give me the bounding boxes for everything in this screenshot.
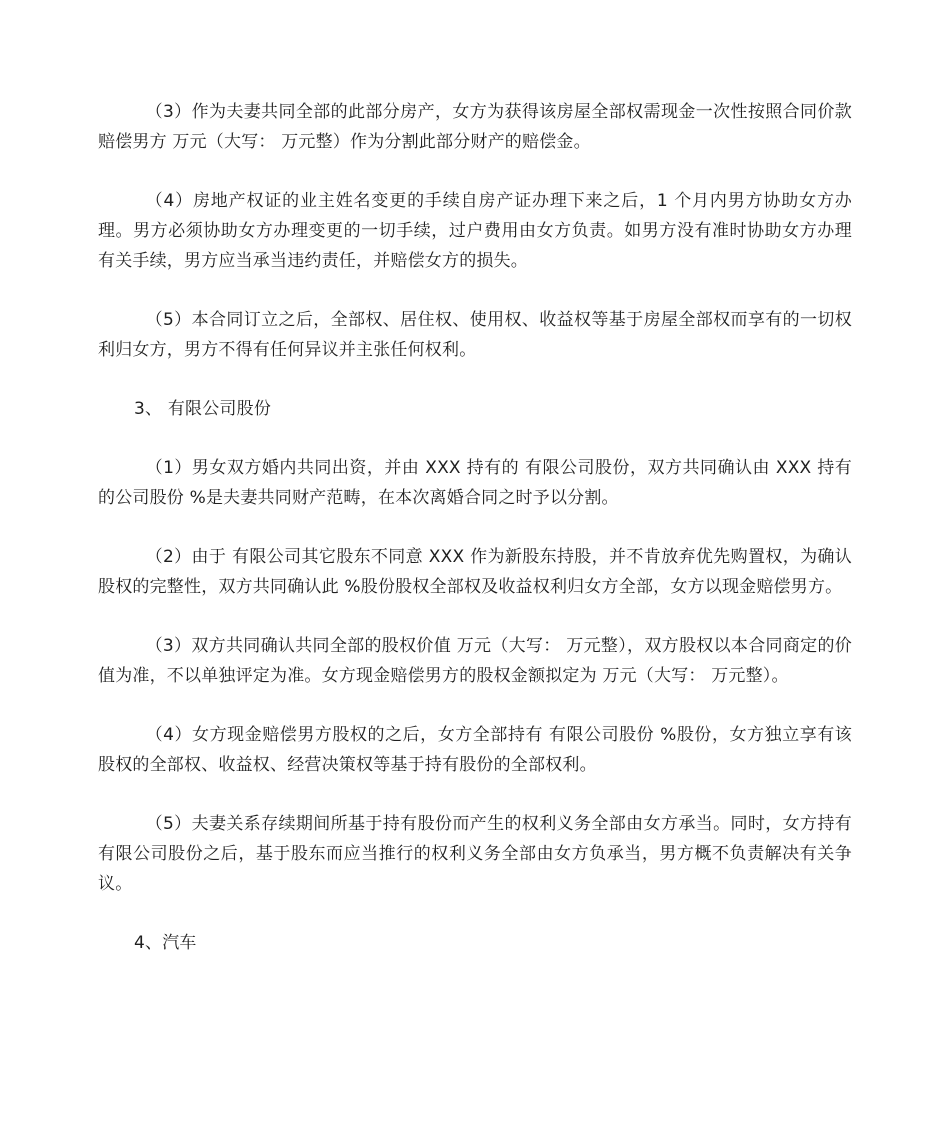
- paragraph-spacer: [98, 602, 852, 631]
- paragraph-spacer: [98, 365, 852, 394]
- clause-shares-3: （3）双方共同确认共同全部的股权价值 万元（大写： 万元整），双方股权以本合同商定的价值为准，不以单独评定为准。女方现金赔偿男方的股权金额拟定为 万元（大写： 万元整）。: [98, 636, 852, 686]
- paragraph-spacer: [98, 899, 852, 928]
- clause-shares-1: （1）男女双方婚内共同出资，并由 XXX 持有的 有限公司股份，双方共同确认由 XXX 持有的公司股份 %是夫妻共同财产范畴，在本次离婚合同之时予以分割。: [98, 458, 852, 508]
- paragraph-spacer: [98, 780, 852, 809]
- clause-house-3: （3）作为夫妻共同全部的此部分房产，女方为获得该房屋全部权需现金一次性按照合同价款赔偿男方 万元（大写： 万元整）作为分割此部分财产的赔偿金。: [98, 102, 852, 152]
- clause-shares-5: （5）夫妻关系存续期间所基于持有股份而产生的权利义务全部由女方承当。同时，女方持有 有限公司股份之后，基于股东而应当推行的权利义务全部由女方负承当，男方概不负责解决有关争议。: [98, 814, 852, 894]
- clause-house-4: （4）房地产权证的业主姓名变更的手续自房产证办理下来之后，1 个月内男方协助女方办理。男方必须协助女方办理变更的一切手续，过户费用由女方负责。如男方没有准时协助女方办理有关手续，男方应当承当违约责任，并赔偿女方的损失。: [98, 191, 852, 271]
- paragraph-spacer: [98, 276, 852, 305]
- clause-shares-4: （4）女方现金赔偿男方股权的之后，女方全部持有 有限公司股份 %股份，女方独立享有该股权的全部权、收益权、经营决策权等基于持有股份的全部权利。: [98, 725, 852, 775]
- clause-shares-2: （2）由于 有限公司其它股东不同意 XXX 作为新股东持股，并不肯放弃优先购置权，为确认股权的完整性，双方共同确认此 %股份股权全部权及收益权利归女方全部，女方以现金赔偿男方。: [98, 547, 852, 597]
- paragraph-spacer: [98, 513, 852, 542]
- paragraph-spacer: [98, 157, 852, 186]
- paragraph-spacer: [98, 424, 852, 453]
- section-heading-company-shares: 3、 有限公司股份: [134, 399, 272, 419]
- paragraph-spacer: [98, 691, 852, 720]
- section-heading-car: 4、汽车: [134, 933, 197, 953]
- clause-house-5: （5）本合同订立之后，全部权、居住权、使用权、收益权等基于房屋全部权而享有的一切权利归女方，男方不得有任何异议并主张任何权利。: [98, 310, 852, 360]
